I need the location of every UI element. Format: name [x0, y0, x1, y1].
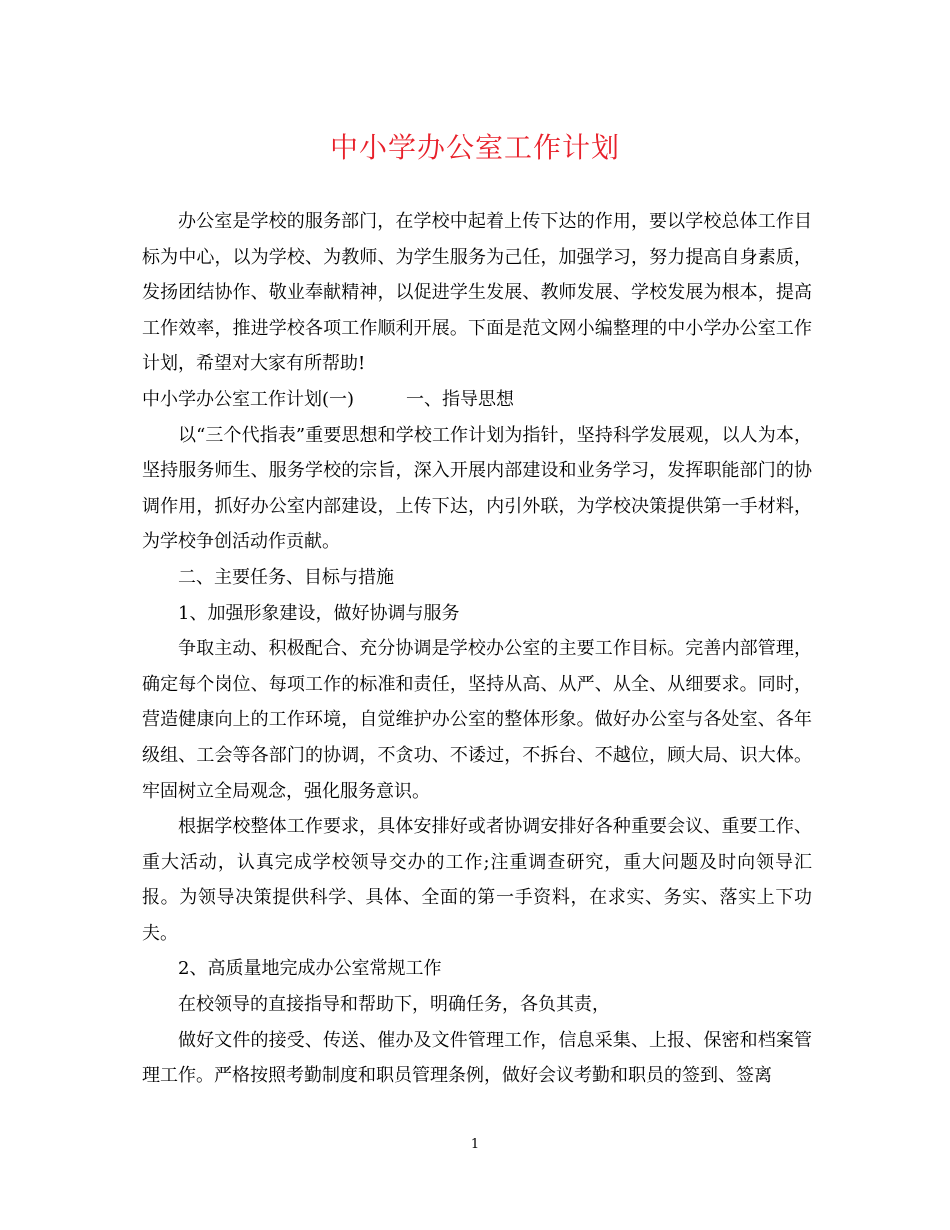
item2-heading: 2、高质量地完成办公室常规工作	[178, 958, 442, 980]
item1-paragraph-2: 根据学校整体工作要求，具体安排好或者协调安排好各种重要会议、重要工作、重大活动，认真完成学校领导交办的工作;注重调查研究，重大问题及时向领导汇报。为领导决策提供科学、具体、全面的第一手资料，在求实、务实、落实上下功夫。	[142, 816, 812, 944]
plan-heading: 中小学办公室工作计划(一)	[142, 388, 355, 410]
item2-paragraph-1: 在校领导的直接指导和帮助下，明确任务，各负其责，	[178, 994, 610, 1016]
item1-heading: 1、加强形象建设，做好协调与服务	[178, 602, 460, 624]
item2-paragraph-2: 做好文件的接受、传送、催办及文件管理工作，信息采集、上报、保密和档案管理工作。严格按照考勤制度和职员管理条例，做好会议考勤和职员的签到、签离	[142, 1029, 812, 1087]
page-number: 1	[470, 1137, 480, 1152]
section1-heading: 一、指导思想	[406, 388, 515, 410]
document-title: 中小学办公室工作计划	[329, 131, 620, 164]
section2-heading: 二、主要任务、目标与措施	[178, 566, 394, 588]
document-body	[142, 204, 812, 1094]
section1-paragraph: 以“三个代指表”重要思想和学校工作计划为指针，坚持科学发展观，以人为本，坚持服务师生、服务学校的宗旨，深入开展内部建设和业务学习，发挥职能部门的协调作用，抓好办公室内部建设，上传下达，内引外联，为学校决策提供第一手材料，为学校争创活动作贡献。	[142, 424, 812, 553]
plan-heading-line	[142, 382, 812, 418]
item1-paragraph-1: 争取主动、积极配合、充分协调是学校办公室的主要工作目标。完善内部管理，确定每个岗位、每项工作的标准和责任，坚持从高、从严、从全、从细要求。同时，营造健康向上的工作环境，自觉维护办公室的整体形象。做好办公室与各处室、各年级组、工会等各部门的协调，不贪功、不诿过，不拆台、不越位，顾大局、识大体。牢固树立全局观念，强化服务意识。	[142, 638, 812, 802]
intro-paragraph: 办公室是学校的服务部门，在学校中起着上传下达的作用，要以学校总体工作目标为中心，以为学校、为教师、为学生服务为己任，加强学习，努力提高自身素质，发扬团结协作、敬业奉献精神，以促进学生发展、教师发展、学校发展为根本，提高工作效率，推进学校各项工作顺利开展。下面是范文网小编整理的中小学办公室工作计划，希望对大家有所帮助!	[142, 211, 812, 375]
